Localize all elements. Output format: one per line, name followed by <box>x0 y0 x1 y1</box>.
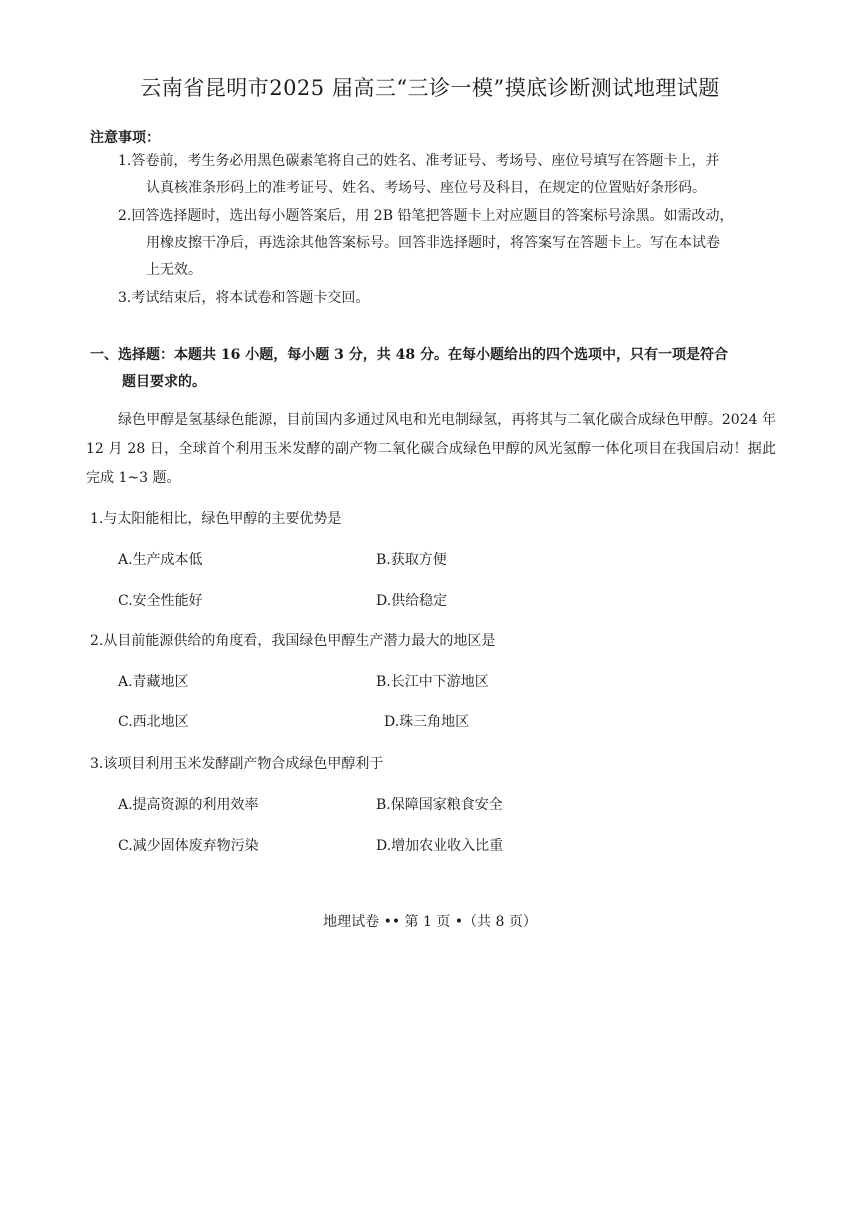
question-1-option-c[interactable]: C.安全性能好 <box>118 593 203 609</box>
notice-item-3 <box>118 285 778 312</box>
question-3-option-a[interactable]: A.提高资源的利用效率 <box>118 797 259 813</box>
notice-item-2 <box>118 203 778 284</box>
notice-item-2-line3: 上无效。 <box>146 262 202 278</box>
reading-passage: 绿色甲醇是氢基绿色能源，目前国内多通过风电和光电制绿氢，再将其与二氧化碳合成绿色甲醇。2024 年 12 月 28 日，全球首个利用玉米发酵的副产物二氧化碳合成绿色甲醇的风光氢醇一体化项目在我国启动！据此完成 1~3 题。 <box>86 412 776 486</box>
question-1-option-a[interactable]: A.生产成本低 <box>118 552 203 568</box>
page-footer: 地理试卷 •• 第 1 页 •（共 8 页） <box>323 914 537 930</box>
page-title: 云南省昆明市2025 届高三“三诊一模”摸底诊断测试地理试题 <box>140 76 720 100</box>
question-1-option-d[interactable]: D.供给稳定 <box>376 593 448 609</box>
question-2-option-d[interactable]: D.珠三角地区 <box>384 714 470 730</box>
section-heading-line1: 一、选择题：本题共 16 小题，每小题 3 分，共 48 分。在每小题给出的四个选项中，只有一项是符合 <box>90 347 728 363</box>
notice-heading: 注意事项： <box>90 130 160 146</box>
question-3-stem: 3.该项目利用玉米发酵副产物合成绿色甲醇利于 <box>90 756 384 772</box>
question-1-option-b[interactable]: B.获取方便 <box>376 552 447 568</box>
question-2-option-b[interactable]: B.长江中下游地区 <box>376 674 489 690</box>
question-3-option-d[interactable]: D.增加农业收入比重 <box>376 838 504 854</box>
question-3-option-c[interactable]: C.减少固体废弃物污染 <box>118 838 259 854</box>
notice-item-2-line1: 2.回答选择题时，选出每小题答案后，用 2B 铅笔把答题卡上对应题目的答案标号涂黑。如需改动， <box>118 208 734 224</box>
question-2-option-a[interactable]: A.青藏地区 <box>118 674 189 690</box>
question-2-option-c[interactable]: C.西北地区 <box>118 714 189 730</box>
question-3-option-b[interactable]: B.保障国家粮食安全 <box>376 797 503 813</box>
question-1-stem: 1.与太阳能相比，绿色甲醇的主要优势是 <box>90 511 342 527</box>
notice-item-1-line2: 认真核准条形码上的准考证号、姓名、考场号、座位号及科目，在规定的位置贴好条形码。 <box>146 180 706 196</box>
notice-item-1 <box>118 148 778 202</box>
section-heading <box>90 342 790 396</box>
question-2-stem: 2.从目前能源供给的角度看，我国绿色甲醇生产潜力最大的地区是 <box>90 633 496 649</box>
notice-item-1-line1: 1.答卷前，考生务必用黑色碳素笔将自己的姓名、准考证号、考场号、座位号填写在答题卡上，并 <box>118 153 720 169</box>
notice-item-3-line1: 3.考试结束后，将本试卷和答题卡交回。 <box>118 290 370 306</box>
notice-item-2-line2: 用橡皮擦干净后，再选涂其他答案标号。回答非选择题时，将答案写在答题卡上。写在本试卷 <box>146 235 720 251</box>
section-heading-line2: 题目要求的。 <box>122 374 206 390</box>
